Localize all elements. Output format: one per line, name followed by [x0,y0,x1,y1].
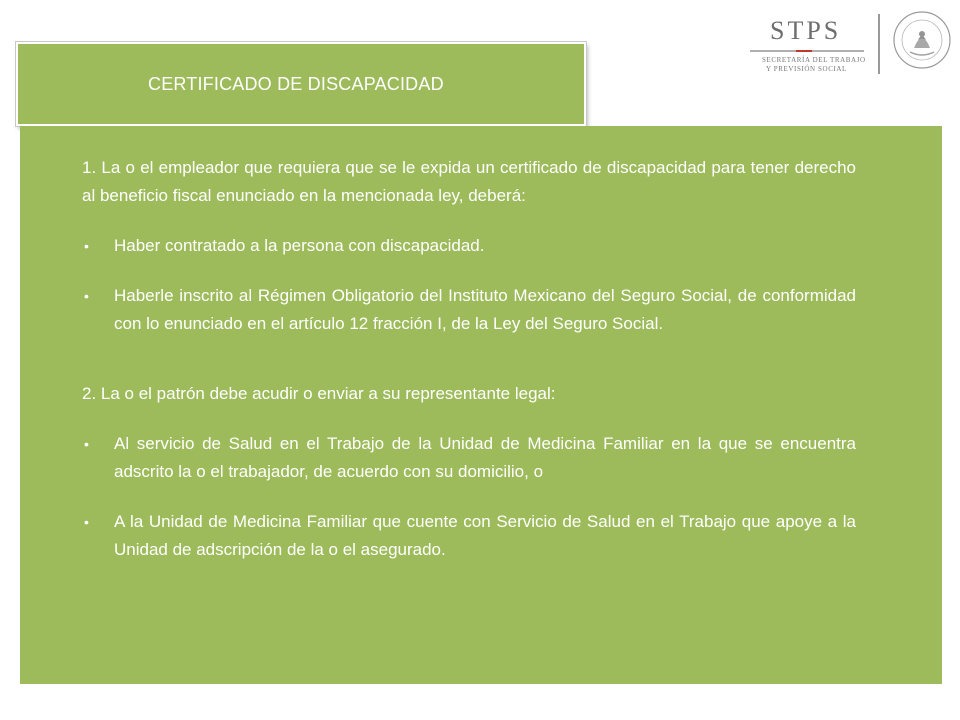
list-item [82,508,856,564]
mexico-seal-icon [892,10,952,70]
list-item-text: Al servicio de Salud en el Trabajo de la Unidad de Medicina Familiar en la que se encuentra adscrito la o el trabajador, de acuerdo con su domicilio, o [114,434,856,481]
logo-subtitle-line1: SECRETARÍA DEL TRABAJO [762,56,866,64]
paragraph-2: 2. La o el patrón debe acudir o enviar a su representante legal: [82,384,556,403]
stps-wordmark: STPS [770,16,842,45]
paragraph-1: 1. La o el empleador que requiera que se le expida un certificado de discapacidad para tener derecho al beneficio fiscal enunciado en la mencionada ley, deberá: [82,158,856,205]
stps-logo [740,10,955,80]
bullet-icon: • [84,238,89,254]
logo-rule [750,50,796,52]
list-item [82,430,856,486]
logo-divider [878,14,880,74]
logo-rule [812,50,864,52]
list-item [82,282,856,338]
bullet-icon: • [84,514,89,530]
list-item-text: A la Unidad de Medicina Familiar que cuente con Servicio de Salud en el Trabajo que apoye a la Unidad de adscripción de la o el asegurado. [114,512,856,559]
list-item-text: Haberle inscrito al Régimen Obligatorio del Instituto Mexicano del Seguro Social, de conformidad con lo enunciado en el artículo 12 fracción I, de la Ley del Seguro Social. [114,286,856,333]
list-item-text: Haber contratado a la persona con discapacidad. [114,236,485,255]
bullet-icon: • [84,288,89,304]
logo-rule-accent [796,50,812,52]
content-body [82,154,856,564]
slide-title: CERTIFICADO DE DISCAPACIDAD [148,74,444,94]
list-item [82,232,856,260]
title-box [16,42,586,126]
bullet-icon: • [84,436,89,452]
content-panel [20,126,942,684]
logo-subtitle-line2: Y PREVISIÓN SOCIAL [766,65,847,73]
